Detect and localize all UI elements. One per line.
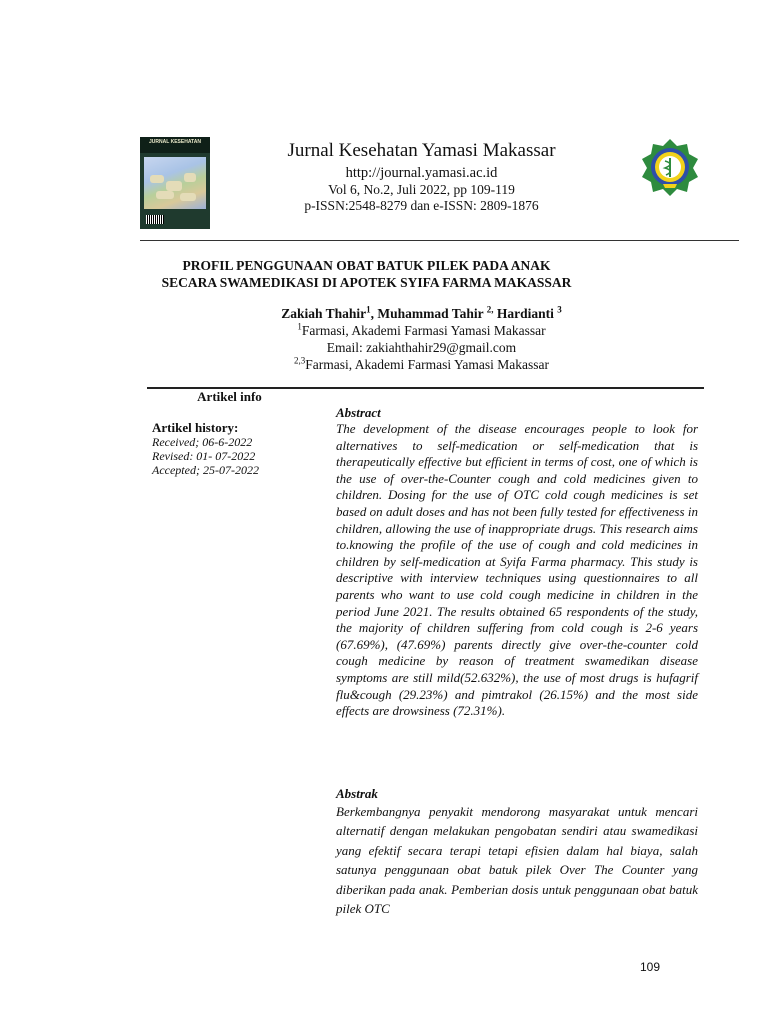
header-divider [140, 240, 739, 241]
paper-title-line-2: SECARA SWAMEDIKASI DI APOTEK SYIFA FARMA MAKASSAR [161, 275, 572, 290]
journal-name: Jurnal Kesehatan Yamasi Makassar [287, 140, 556, 161]
author-affil-mark: 3 [557, 304, 562, 315]
institution-logo [635, 137, 705, 197]
author-affil-mark: 2, [486, 304, 494, 315]
author-name: Muhammad Tahir [377, 306, 487, 321]
affil-text: Farmasi, Akademi Farmasi Yamasi Makassar [305, 357, 549, 372]
article-info-heading: Artikel info [197, 389, 262, 404]
journal-issn: p-ISSN:2548-8279 dan e-ISSN: 2809-1876 [304, 198, 539, 213]
author-separator: , [370, 306, 378, 321]
affil-mark: 2,3 [294, 355, 306, 366]
accepted-date: Accepted; 25-07-2022 [152, 463, 259, 477]
journal-url[interactable]: http://journal.yamasi.ac.id [345, 165, 498, 181]
abstract-text: The development of the disease encourages people to look for alternatives to self-medication or self-medication that is therapeutically effective but efficient in terms of cost, one of which is the use of over-the-Counter cough and cold medicines given to children. Dosing for the use of OTC cold cough medicines is set based on adult doses and has not been fully tested for effectiveness in children, allowing the use of inappropriate drugs. This research aims to.knowing the profile of the use of cough and cold medicines in children by self-medication at Syifa Farma pharmacy. This study is descriptive with interview techniques using questionnaires to all parents who want to use cold cough medicine in children in the period June 2021. The results obtained 65 respondents of the study, the majority of children suffering from cold cough is 2-6 years (67.69%), (47.69%) parents directly give over-the-counter cold cough medicine by reason of treatment swamedikan disease symptoms are still mild(52.632%), the use of most drugs is hufagrif flu&cough (29.23%) and pimtrakol (26.15%) and the most side effects are drowsiness (72.31%). [336, 421, 698, 719]
author-name: Zakiah Thahir [281, 306, 367, 321]
affiliation-2 [140, 356, 703, 373]
article-history-heading: Artikel history: [152, 420, 239, 435]
author-affil-mark: 1 [366, 304, 371, 315]
abstrak-text: Berkembangnya penyakit mendorong masyarakat untuk mencari alternatif dengan melakukan pengobatan sendiri atau swamedikasi yang efektif secara terapi tetapi efisien dalam hal biaya, salah satunya penggunaan obat batuk pilek Over The Counter yang diberikan pada anak. Pemberian dosis untuk penggunaan obat batuk pilek OTC [336, 804, 698, 917]
abstract-heading: Abstract [336, 405, 381, 420]
cover-title: JURNAL KESEHATAN [149, 139, 201, 145]
affil-mark: 1 [297, 321, 302, 332]
page-number: 109 [639, 960, 661, 974]
paper-title [140, 257, 593, 291]
revised-date: Revised: 01- 07-2022 [152, 449, 256, 463]
received-date: Received; 06-6-2022 [152, 435, 253, 449]
author-email[interactable]: Email: zakiahthahir29@gmail.com [326, 340, 517, 355]
author-list [140, 305, 703, 322]
paper-title-line-1: PROFIL PENGGUNAAN OBAT BATUK PILEK PADA ANAK [182, 258, 551, 273]
affiliation-1 [140, 322, 703, 339]
abstrak-heading: Abstrak [336, 786, 378, 801]
journal-volume: Vol 6, No.2, Juli 2022, pp 109-119 [328, 182, 515, 197]
affil-text: Farmasi, Akademi Farmasi Yamasi Makassar [301, 323, 546, 338]
author-name: Hardianti [496, 306, 558, 321]
